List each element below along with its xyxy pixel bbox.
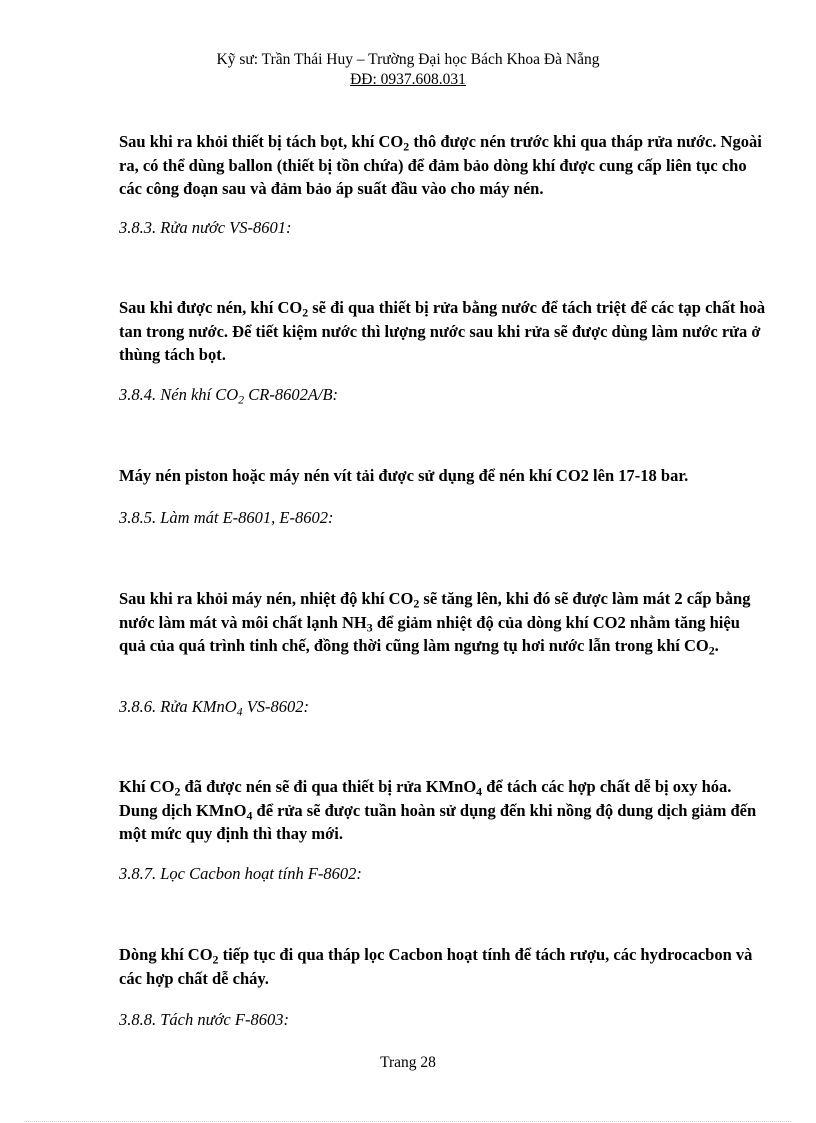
heading-3-8-8: 3.8.8. Tách nước F-8603: bbox=[119, 1010, 289, 1029]
author-line: Kỹ sư: Trần Thái Huy – Trường Đại học Bách Khoa Đà Nẵng bbox=[216, 51, 600, 68]
page-number: Trang 28 bbox=[380, 1054, 436, 1071]
heading-3-8-6: 3.8.6. Rửa KMnO$_4$ VS-8602: bbox=[119, 697, 310, 719]
page-header bbox=[0, 50, 816, 90]
heading-3-8-5: 3.8.5. Làm mát E-8601, E-8602: bbox=[119, 508, 334, 527]
paragraph-compression: Sau khi ra khỏi thiết bị tách bọt, khí $CO_2$ thô được nén trước khi qua tháp rửa nước. Ngoài ra, có thể dùng ballon (thiết bị tồn chứa) để đảm bảo dòng khí được cung cấp liên tục cho các công đoạn sau và đảm bảo áp suất đầu vào cho máy nén. bbox=[119, 132, 762, 198]
paragraph-water-wash: Sau khi được nén, khí $CO_2$ sẽ đi qua thiết bị rửa bằng nước để tách triệt để các tạp chất hoà tan trong nước. Để tiết kiệm nước thì lượng nước sau khi rửa sẽ được dùng làm nước rửa ở thùng tách bọt. bbox=[119, 298, 766, 364]
paragraph-kmno4-wash: Khí $CO_2$ đã được nén sẽ đi qua thiết bị rửa KMnO$_4$ để tách các hợp chất dễ bị oxy hóa. Dung dịch KMnO$_4$ để rửa sẽ được tuần hoàn sử dụng đến khi nồng độ dung dịch giảm đến một mức quy định thì thay mới. bbox=[119, 777, 757, 843]
page-bottom-border bbox=[25, 1121, 791, 1122]
paragraph-compressor: Máy nén piston hoặc máy nén vít tải được sử dụng để nén khí CO2 lên 17-18 bar. bbox=[119, 466, 689, 485]
phone-line: ĐĐ: 0937.608.031 bbox=[350, 71, 466, 88]
heading-3-8-4: 3.8.4. Nén khí $CO_2$ CR-8602A/B: bbox=[119, 385, 339, 407]
paragraph-cooling: Sau khi ra khỏi máy nén, nhiệt độ khí $CO_2$ sẽ tăng lên, khi đó sẽ được làm mát 2 cấp bằng nước làm mát và môi chất lạnh $NH_3$ để giảm nhiệt độ của dòng khí CO2 nhằm tăng hiệu quả của quá trình tinh chế, đồng thời cũng làm ngưng tụ hơi nước lẫn trong khí $CO_2$. bbox=[119, 589, 751, 658]
heading-3-8-7: 3.8.7. Lọc Cacbon hoạt tính F-8602: bbox=[119, 864, 362, 883]
heading-3-8-3: 3.8.3. Rửa nước VS-8601: bbox=[119, 218, 292, 237]
paragraph-carbon-filter: Dòng khí $CO_2$ tiếp tục đi qua tháp lọc Cacbon hoạt tính để tách rượu, các hydrocacbon và các hợp chất dễ cháy. bbox=[119, 945, 753, 988]
